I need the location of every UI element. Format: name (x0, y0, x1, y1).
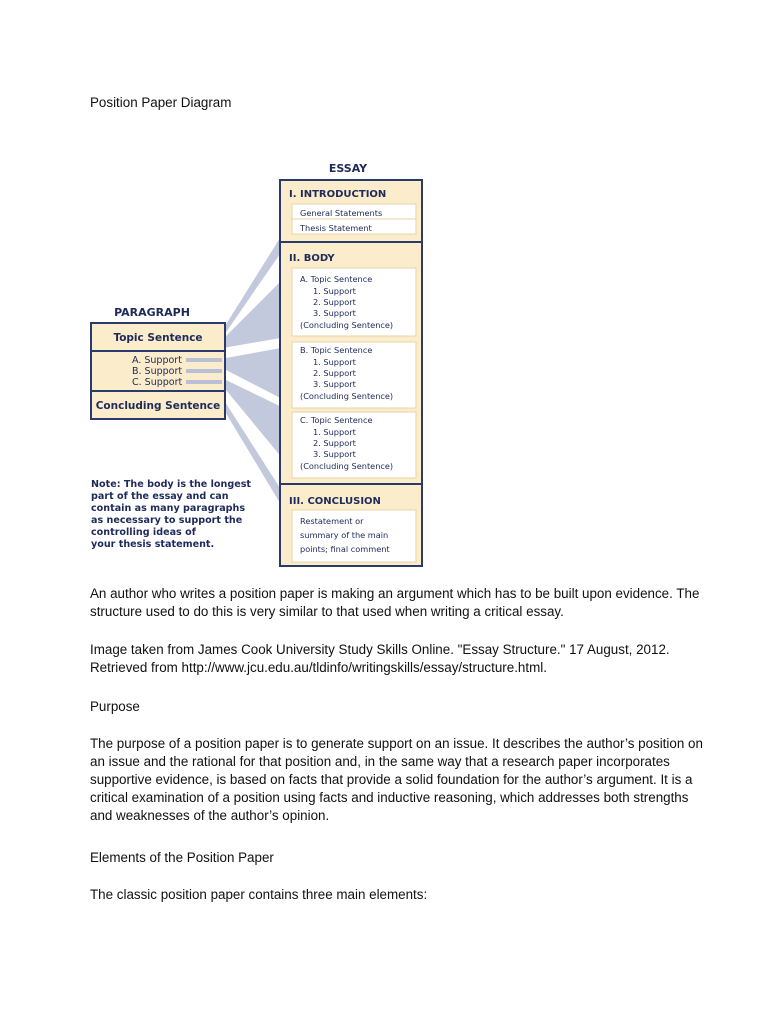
conclusion-line-1: Restatement or (300, 516, 364, 526)
topic-a-support-3: 3. Support (313, 308, 356, 318)
document-title: Position Paper Diagram (90, 95, 232, 110)
diagram-svg (88, 158, 428, 570)
intro-line-2: Thesis Statement (300, 223, 372, 233)
topic-c-support-1: 1. Support (313, 427, 356, 437)
essay-structure-diagram (88, 158, 428, 570)
topic-b-support-3: 3. Support (313, 379, 356, 389)
intro-line-1: General Statements (300, 208, 383, 218)
note-line-3: contain as many paragraphs (91, 503, 246, 514)
intro-title: I. INTRODUCTION (289, 189, 387, 200)
topic-b-concluding: (Concluding Sentence) (300, 391, 394, 401)
topic-b-support-2: 2. Support (313, 368, 356, 378)
conclusion-title: III. CONCLUSION (289, 496, 381, 507)
paragraph-support-a: A. Support (132, 355, 182, 366)
conclusion-line-2: summary of the main (300, 530, 389, 540)
conclusion-line-3: points; final comment (300, 544, 390, 554)
topic-a-concluding: (Concluding Sentence) (300, 320, 394, 330)
note-line-2: part of the essay and can (91, 491, 229, 502)
purpose-paragraph: The purpose of a position paper is to generate support on an issue. It describes the author’s position on an issue and the rational for that position and, in the same way that a research paper incorporates supportive evidence, is based on facts that provide a solid foundation for the author’s argument. It is a critical examination of a position using facts and inductive reasoning, which addresses both strengths and weaknesses of the author’s opinion. (90, 736, 703, 823)
topic-c-title: C. Topic Sentence (300, 415, 373, 425)
paragraph-concluding: Concluding Sentence (95, 400, 221, 412)
paragraph-label: PARAGRAPH (114, 306, 190, 319)
topic-c-support-2: 2. Support (313, 438, 356, 448)
note-line-5: controlling ideas of (91, 527, 196, 538)
topic-a-support-1: 1. Support (313, 286, 356, 296)
topic-c-concluding: (Concluding Sentence) (300, 461, 394, 471)
paragraph-support-c: C. Support (132, 377, 183, 388)
topic-b-title: B. Topic Sentence (300, 345, 373, 355)
topic-a-support-2: 2. Support (313, 297, 356, 307)
topic-a-title: A. Topic Sentence (300, 274, 373, 284)
elements-heading: Elements of the Position Paper (90, 850, 274, 865)
note-line-4: as necessary to support the (91, 515, 243, 526)
purpose-heading: Purpose (90, 699, 140, 714)
topic-c-support-3: 3. Support (313, 449, 356, 459)
diagram-note (91, 479, 251, 550)
intro-paragraph: An author who writes a position paper is making an argument which has to be built upon evidence. The structure used to do this is very similar to that used when writing a critical essay. (90, 586, 700, 619)
image-citation: Image taken from James Cook University Study Skills Online. "Essay Structure." 17 August, 2012. Retrieved from http://www.jcu.edu.au/tldinfo/writingskills/essay/structure.html. (90, 642, 670, 675)
note-line-6: your thesis statement. (91, 539, 215, 550)
essay-label: ESSAY (328, 162, 368, 175)
paragraph-support-b: B. Support (132, 366, 183, 377)
topic-b-support-1: 1. Support (313, 357, 356, 367)
body-title: II. BODY (289, 253, 335, 264)
note-line-1: Note: The body is the longest (91, 479, 252, 490)
elements-paragraph: The classic position paper contains three main elements: (90, 887, 428, 902)
paragraph-topic: Topic Sentence (113, 332, 203, 344)
